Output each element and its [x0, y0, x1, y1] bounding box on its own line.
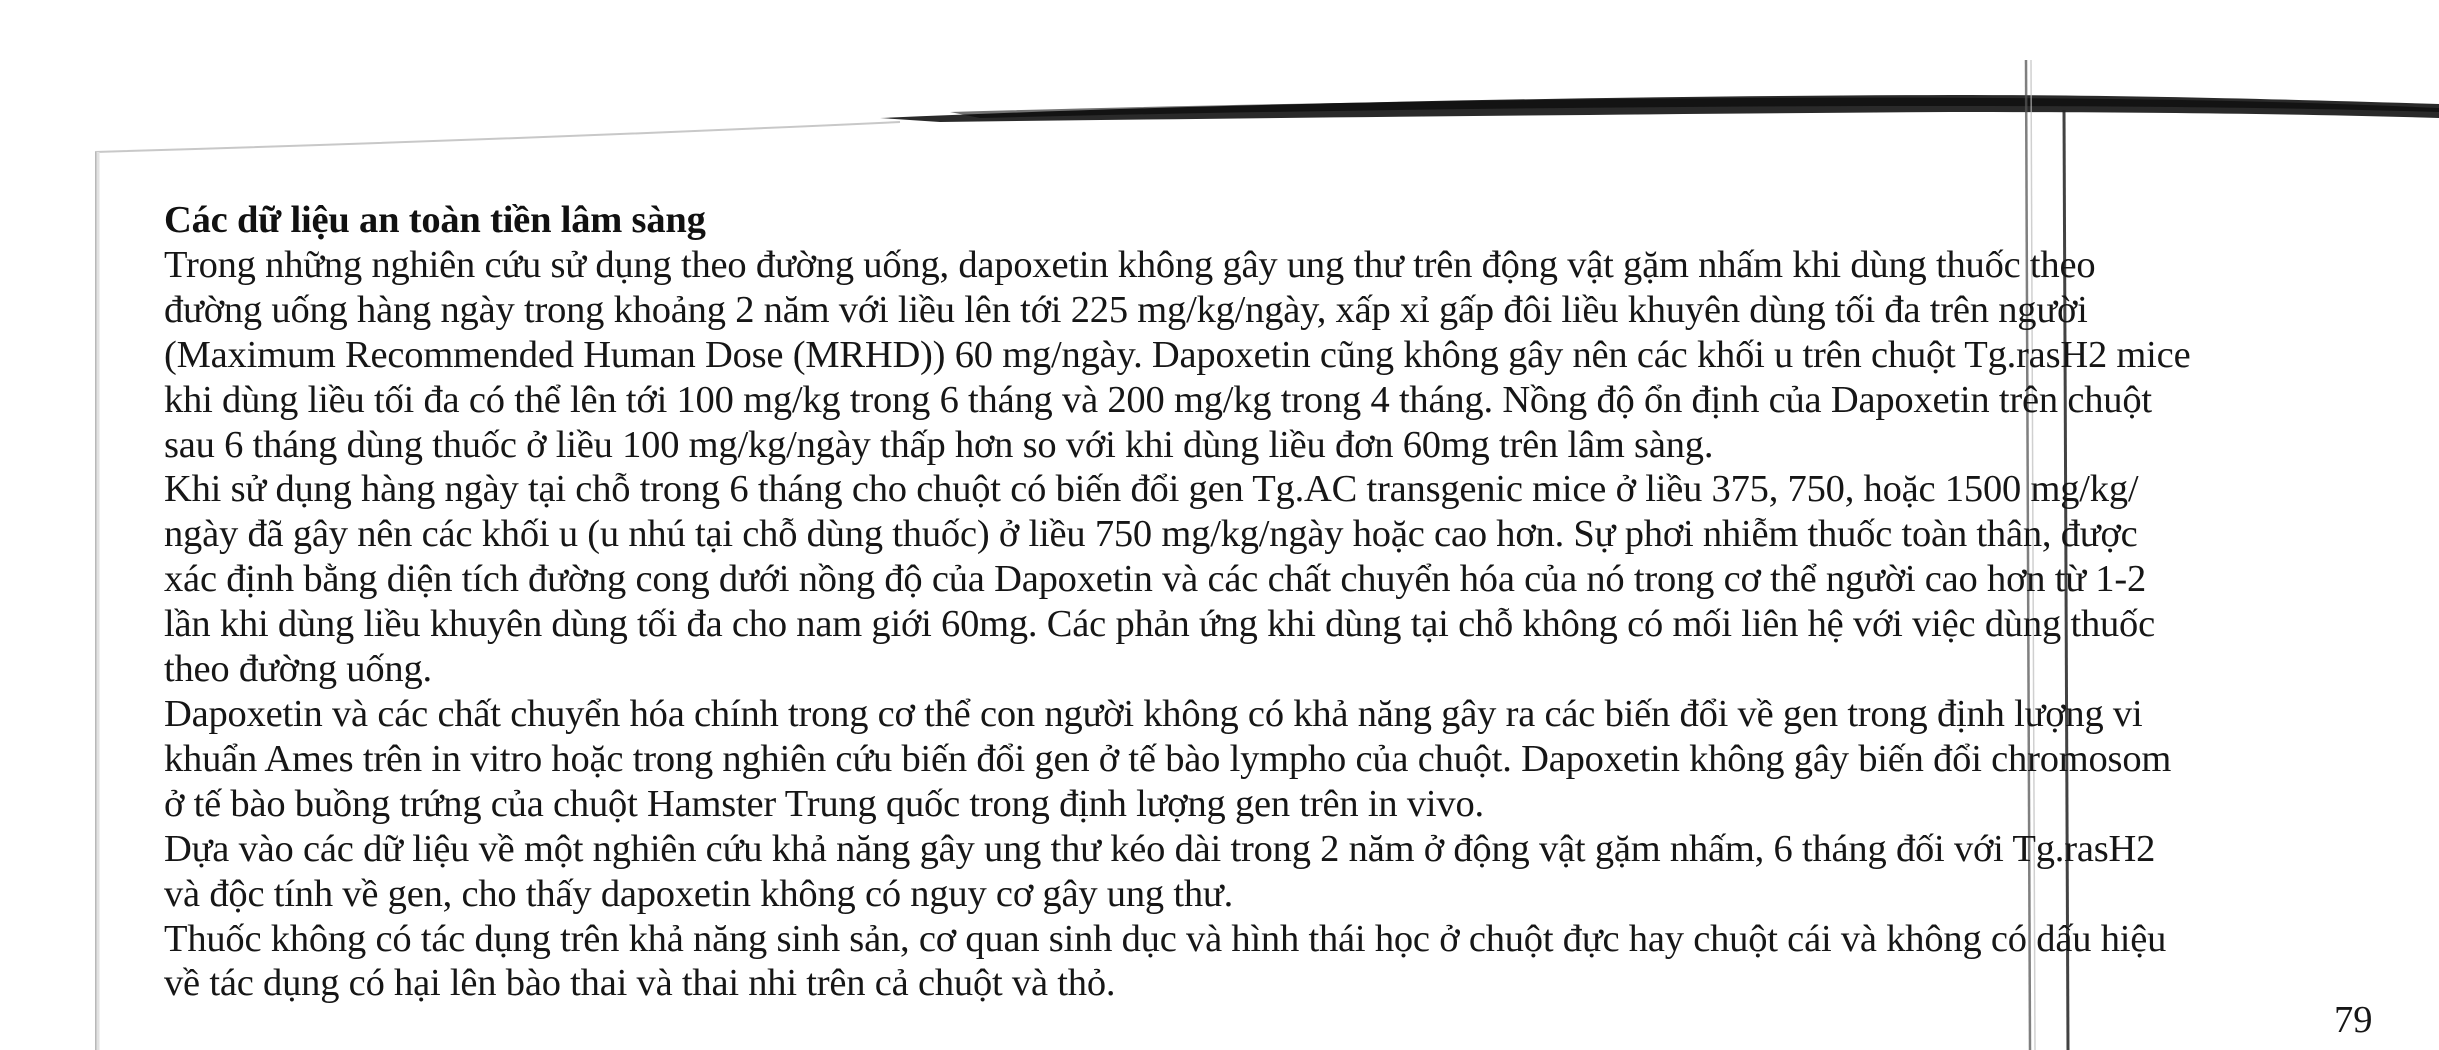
- text-line: khi dùng liều tối đa có thể lên tới 100 mg/kg trong 6 tháng và 200 mg/kg trong 4 tháng. Nồng độ ổn định của Dapoxetin trên chuột: [164, 378, 2152, 421]
- text-line: sau 6 tháng dùng thuốc ở liều 100 mg/kg/ngày thấp hơn so với khi dùng liều đơn 60mg trên lâm sàng.: [164, 423, 1714, 466]
- text-line: khuẩn Ames trên in vitro hoặc trong nghiên cứu biến đổi gen ở tế bào lympho của chuột. Dapoxetin không gây biến đổi chromosom: [164, 737, 2172, 780]
- text-line: xác định bằng diện tích đường cong dưới nồng độ của Dapoxetin và các chất chuyển hóa của nó trong cơ thể người cao hơn từ 1-2: [164, 558, 2147, 601]
- text-line: Dựa vào các dữ liệu về một nghiên cứu khả năng gây ung thư kéo dài trong 2 năm ở động vật gặm nhấm, 6 tháng đối với Tg.rasH2: [164, 827, 2156, 870]
- text-line: Thuốc không có tác dụng trên khả năng sinh sản, cơ quan sinh dục và hình thái học ở chuột đực hay chuột cái và không có dấu hiệu: [164, 917, 2167, 960]
- paragraph-5: [164, 917, 2384, 1007]
- text-line: đường uống hàng ngày trong khoảng 2 năm với liều lên tới 225 mg/kg/ngày, xấp xỉ gấp đôi liều khuyên dùng tối đa trên người: [164, 288, 2088, 331]
- text-line: ở tế bào buồng trứng của chuột Hamster Trung quốc trong định lượng gen trên in vivo.: [164, 782, 1484, 825]
- text-line: Dapoxetin và các chất chuyển hóa chính trong cơ thể con người không có khả năng gây ra các biến đổi về gen trong định lượng vi: [164, 692, 2143, 735]
- text-line: ngày đã gây nên các khối u (u nhú tại chỗ dùng thuốc) ở liều 750 mg/kg/ngày hoặc cao hơn. Sự phơi nhiễm thuốc toàn thân, được: [164, 513, 2138, 556]
- body-text: [164, 198, 2384, 1006]
- text-line: theo đường uống.: [164, 648, 432, 691]
- paragraph-4: [164, 827, 2384, 917]
- text-line: (Maximum Recommended Human Dose (MRHD)) 60 mg/ngày. Dapoxetin cũng không gây nên các khối u trên chuột Tg.rasH2 mice: [164, 333, 2191, 376]
- text-line: và độc tính về gen, cho thấy dapoxetin không có nguy cơ gây ung thư.: [164, 872, 1234, 915]
- page-number: 79: [2334, 999, 2373, 1041]
- text-line: lần khi dùng liều khuyên dùng tối đa cho nam giới 60mg. Các phản ứng khi dùng tại chỗ không có mối liên hệ với việc dùng thuốc: [164, 603, 2155, 646]
- paragraph-1: [164, 243, 2384, 468]
- text-line: Khi sử dụng hàng ngày tại chỗ trong 6 tháng cho chuột có biến đổi gen Tg.AC transgenic mice ở liều 375, 750, hoặc 1500 mg/kg/: [164, 468, 2139, 511]
- section-heading: Các dữ liệu an toàn tiền lâm sàng: [164, 199, 706, 241]
- paragraph-2: [164, 467, 2384, 692]
- paragraph-3: [164, 692, 2384, 827]
- text-line: Trong những nghiên cứu sử dụng theo đường uống, dapoxetin không gây ung thư trên động vật gặm nhấm khi dùng thuốc theo: [164, 243, 2096, 286]
- text-line: về tác dụng có hại lên bào thai và thai nhi trên cả chuột và thỏ.: [164, 962, 1116, 1005]
